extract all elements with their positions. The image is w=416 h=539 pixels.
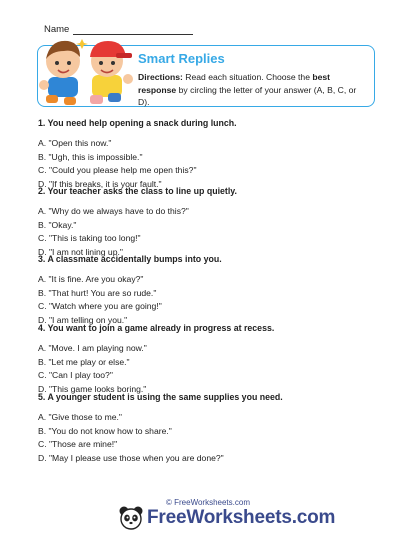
question-text: 4. You want to join a game already in progress at recess.: [38, 323, 275, 333]
answer-option[interactable]: C. "Watch where you are going!": [38, 301, 162, 312]
answer-option[interactable]: D. "I am not lining up.": [38, 246, 123, 257]
footer-logo: [118, 505, 335, 531]
panda-icon: [118, 505, 144, 531]
answer-option[interactable]: A. "Why do we always have to do this?": [38, 206, 189, 216]
directions-text-1: Read each situation. Choose the: [182, 72, 313, 82]
answer-option[interactable]: D. "I am telling on you.": [38, 314, 128, 325]
answer-option[interactable]: B. "You do not know how to share.": [38, 425, 172, 436]
directions: [138, 71, 370, 109]
answer-option[interactable]: B. "Ugh, this is impossible.": [38, 151, 143, 162]
question-text: 3. A classmate accidentally bumps into you.: [38, 254, 222, 264]
answer-option[interactable]: C. "Could you please help me open this?": [38, 165, 197, 176]
answer-option[interactable]: D. "If this breaks, it is your fault.": [38, 178, 162, 189]
footer-url[interactable]: © FreeWorksheets.com: [166, 498, 250, 507]
directions-label: Directions:: [138, 72, 183, 82]
question-3: [38, 254, 378, 328]
worksheet-title: Smart Replies: [138, 51, 225, 66]
answer-option[interactable]: C. "This is taking too long!": [38, 233, 141, 244]
question-text: 2. Your teacher asks the class to line up quietly.: [38, 186, 237, 196]
answer-option[interactable]: B. "Let me play or else.": [38, 356, 130, 367]
question-text: 5. A younger student is using the same supplies you need.: [38, 392, 283, 402]
answer-option[interactable]: A. "It is fine. Are you okay?": [38, 274, 144, 284]
directions-text-2: by circling the letter of your answer (A, B, C, or D).: [138, 84, 357, 107]
brand-name: FreeWorksheets.com: [147, 507, 336, 528]
question-2: [38, 186, 378, 260]
answer-option[interactable]: B. "That hurt! You are so rude.": [38, 287, 157, 298]
answer-option[interactable]: C. "Those are mine!": [38, 439, 118, 450]
answer-option[interactable]: A. "Move. I am playing now.": [38, 343, 147, 353]
directions-bold: best response: [138, 72, 331, 95]
question-4: [38, 323, 378, 397]
answer-option[interactable]: D. "May I please use those when you are done?": [38, 452, 224, 463]
kids-illustration: [38, 33, 134, 111]
answer-option[interactable]: A. "Open this now.": [38, 138, 112, 148]
question-5: [38, 392, 378, 466]
answer-option[interactable]: A. "Give those to me.": [38, 412, 122, 422]
answer-option[interactable]: B. "Okay.": [38, 219, 77, 230]
answer-option[interactable]: C. "Can I play too?": [38, 370, 113, 381]
answer-option[interactable]: D. "This game looks boring.": [38, 383, 147, 394]
name-label: Name: [44, 24, 70, 35]
question-1: [38, 118, 378, 192]
question-text: 1. You need help opening a snack during lunch.: [38, 118, 237, 128]
